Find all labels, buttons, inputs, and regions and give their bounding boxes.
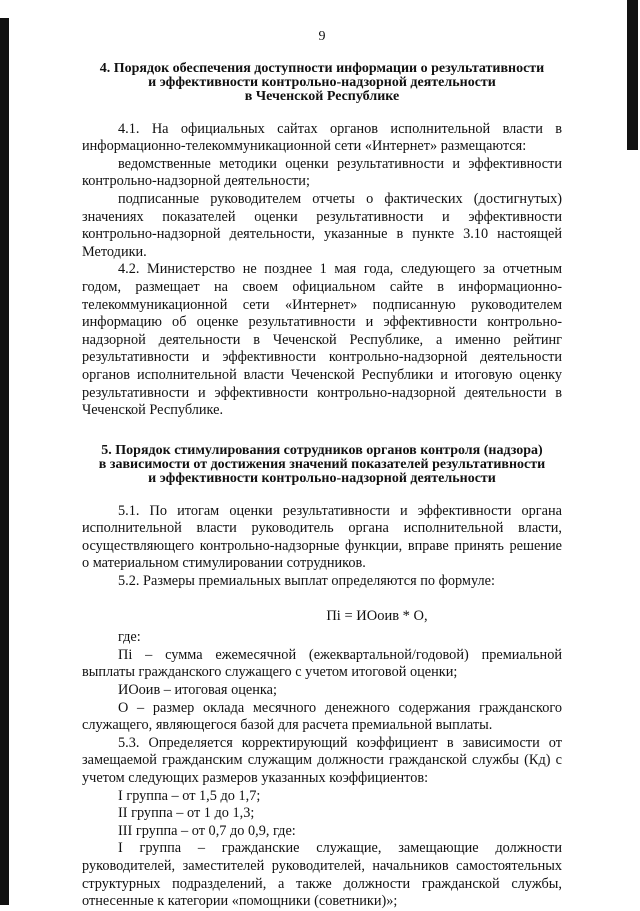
definition-ioiv: ИОоив – итоговая оценка;	[118, 682, 277, 699]
paragraph-4-1: 4.1. На официальных сайтах органов исполнительной власти в информационно-телекоммуникационной сети «Интернет» размещаются:	[82, 120, 562, 155]
definition-pi: Пi – сумма ежемесячной (ежеквартальной/годовой) премиальной выплаты гражданского служащего с учетом итоговой оценки;	[82, 646, 562, 681]
heading-line: в Чеченской Республике	[244, 88, 400, 104]
paragraph-4-2: 4.2. Министерство не позднее 1 мая года, следующего за отчетным годом, размещает на своем официальном сайте в информационно-телекоммуникационной сети «Интернет» подписанную руководителем информацию об оценке результативности и эффективности контрольно-надзорной деятельности в Чеченской Республике, а именно рейтинг результативности и эффективности контрольно-надзорной деятельности органов исполнительной власти Чеченской Республики и итоговую оценку результативности и эффективности контрольно-надзорной деятельности в Чеченской Республике.	[82, 261, 562, 419]
group-item: III группа – от 0,7 до 0,9, где:	[118, 822, 296, 839]
paragraph-5-2: 5.2. Размеры премиальных выплат определяются по формуле:	[118, 573, 495, 590]
heading-line: в зависимости от достижения значений показателей результативности	[98, 456, 546, 472]
scan-edge-left	[0, 18, 9, 905]
scan-edge-right	[627, 0, 638, 150]
page-number: 9	[318, 29, 326, 44]
heading-line: 4. Порядок обеспечения доступности информации о результативности	[99, 60, 545, 76]
group-item: I группа – от 1,5 до 1,7;	[118, 787, 261, 804]
group-1-description: I группа – гражданские служащие, замещающие должности руководителей, заместителей руководителей, начальников самостоятельных структурных подразделений, а также должности гражданской службы, отнесенные к категории «помощники (советники)»;	[82, 840, 562, 910]
definition-o: О – размер оклада месячного денежного содержания гражданского служащего, являющегося базой для расчета премиальной выплаты.	[82, 699, 562, 734]
heading-line: и эффективности контрольно-надзорной деятельности	[148, 470, 496, 486]
group-item: II группа – от 1 до 1,3;	[118, 805, 255, 822]
where-label: где:	[118, 629, 141, 646]
premium-formula: Пi = ИОоив * О,	[326, 607, 428, 624]
paragraph-4-1-item: подписанные руководителем отчеты о фактических (достигнутых) значениях показателей оценки результативности и эффективности контрольно-надзорной деятельности, указанные в пункте 3.10 настоящей Методики.	[82, 190, 562, 260]
heading-line: и эффективности контрольно-надзорной деятельности	[148, 74, 496, 90]
paragraph-5-3: 5.3. Определяется корректирующий коэффициент в зависимости от замещаемой гражданским служащим должности гражданской службы (Кд) с учетом следующих размеров указанных коэффициентов:	[82, 734, 562, 786]
paragraph-5-1: 5.1. По итогам оценки результативности и эффективности органа исполнительной власти руководитель органа исполнительной власти, осуществляющего контрольно-надзорные функции, вправе принять решение о материальном стимулировании сотрудников.	[82, 502, 562, 572]
document-page	[82, 28, 562, 911]
heading-line: 5. Порядок стимулирования сотрудников органов контроля (надзора)	[101, 442, 543, 458]
section-4-heading	[82, 62, 562, 104]
section-5-heading	[82, 444, 562, 486]
paragraph-4-1-item: ведомственные методики оценки результативности и эффективности контрольно-надзорной деятельности;	[82, 155, 562, 190]
